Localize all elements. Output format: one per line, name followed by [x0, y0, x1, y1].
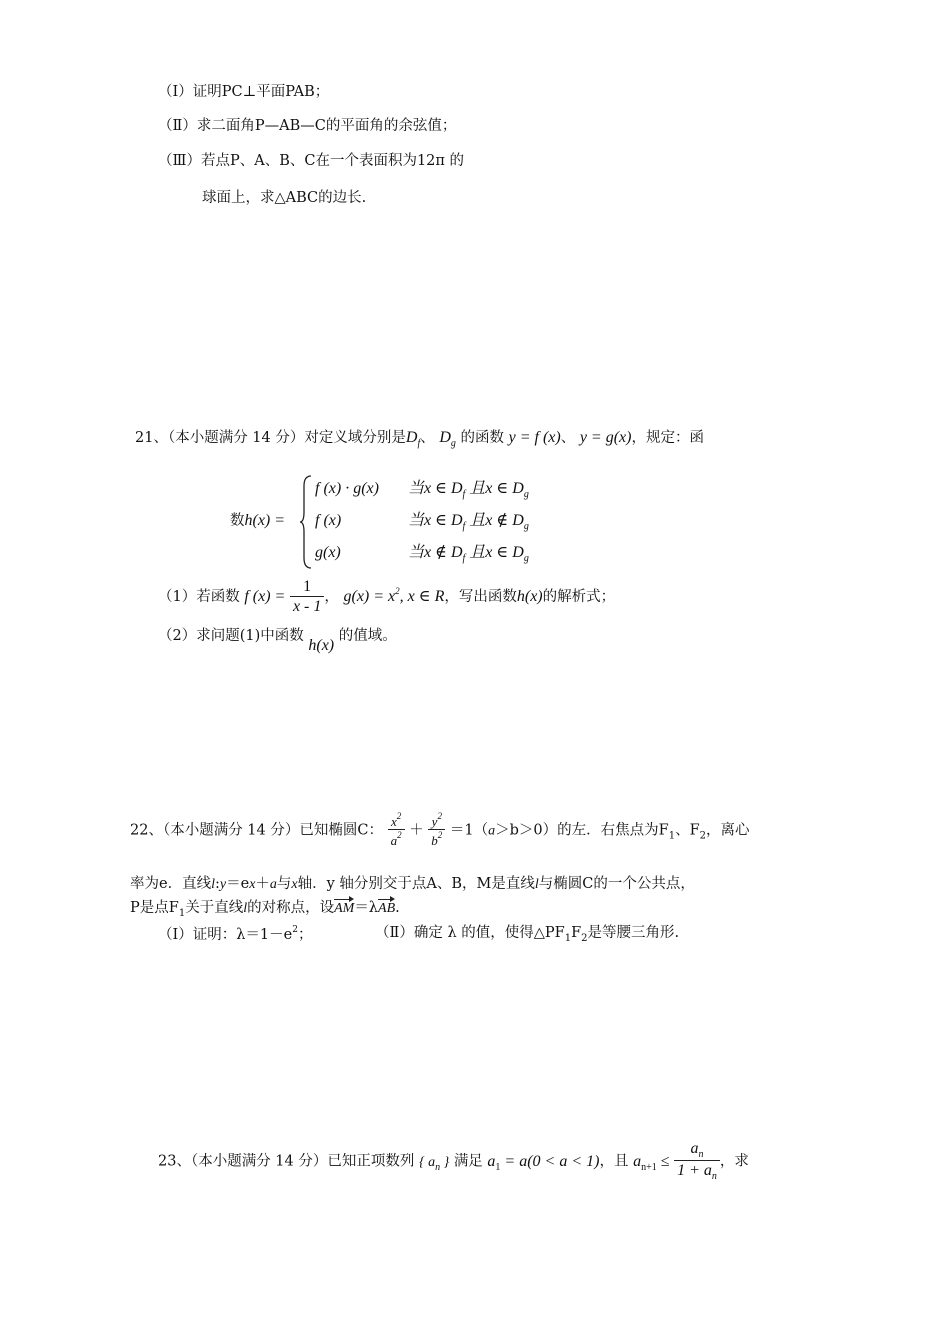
q22-fraction-x: $\frac{x^2}{a^2}$ — [388, 812, 405, 849]
q21-domain-g: $D_g$ — [439, 429, 456, 449]
q21-func-g: y = g(x) — [579, 429, 632, 446]
q22-intro-text-b: ＝1（ — [449, 822, 489, 839]
q21-case3-cond: 当x ∉ $D_f$ 且x ∈ $D_g$ — [408, 544, 529, 564]
q21-sep1: 、 — [420, 430, 435, 446]
q21-part1-denominator: x - 1 — [292, 597, 322, 615]
q22-part2: （Ⅱ）确定 λ 的值，使得$\triangle PF_1F_2$是等腰三角形. — [375, 925, 680, 944]
q22-line3: P是点$F_1$关于直线l的对称点，设AM＝λAB. — [130, 900, 400, 919]
q20-part3: （Ⅲ）若点P、A、B、C在一个表面积为12π 的 — [158, 153, 465, 169]
q21-hx-lhs: h(x) = — [244, 512, 286, 529]
q21-case1-expr: f (x) · g(x) — [315, 480, 379, 497]
q23-a1: $a_1 = a(0 < a < 1)$ — [487, 1152, 600, 1173]
q21-intro-text-a: 21、（本小题满分 14 分）对定义域分别是 — [135, 430, 406, 446]
q22-intro-text-a: 22、（本小题满分 14 分）已知椭圆C： — [130, 822, 383, 839]
q21-func-f: y = f (x) — [508, 429, 561, 446]
q21-part2-text-b: 的值域。 — [338, 628, 397, 644]
vector-am: AM — [334, 901, 355, 916]
q21-part1-text-a: （1）若函数 — [158, 588, 240, 605]
q20-part3-cont: 球面上，求△ABC的边长. — [202, 190, 367, 206]
q21-part1-g: $g(x) = x^2$, x ∈ R — [343, 585, 445, 605]
q23-intro: 23、（本小题满分 14 分）已知正项数列 { $a_n$ } 满足 $a_1 = a(0 < a < 1)$，且 $a_{n+1}$ ≤ $\frac{a_n}{1 + a_n}$ ，求 — [158, 1140, 749, 1182]
q20-part1: （Ⅰ）证明PC⊥平面PAB； — [158, 84, 330, 100]
q21-part1-f: f (x) = — [244, 587, 286, 605]
q23-sequence: { $a_n$ } — [418, 1154, 450, 1173]
piecewise-brace-icon — [299, 474, 313, 570]
q20-part2: （Ⅱ）求二面角P—AB—C的平面角的余弦值； — [158, 118, 457, 134]
q22-line2: 率为e．直线l:y＝ex＋a与x轴．y 轴分别交于点A、B，M是直线l与椭圆C的一个公共点， — [130, 876, 695, 892]
q21-part1 — [158, 578, 615, 616]
q21-case2-expr: f (x) — [315, 512, 342, 529]
q21-sep2: 、 — [560, 430, 576, 446]
vector-ab: AB — [378, 901, 396, 916]
q21-part1-h: h(x) — [516, 587, 543, 605]
q22-intro: 22、（本小题满分 14 分）已知椭圆C： $\frac{x^2}{a^2}$ ＋ $\frac{y^2}{b^2}$ ＝1（a＞b＞0）的左．右焦点为$F_1$、$F_2$，离心 — [130, 811, 750, 849]
q22-part1: （Ⅰ）证明：$\lambda=1-e^2$； — [158, 925, 313, 943]
q21-intro-text-b: 的函数 — [460, 430, 504, 446]
q22-plus: ＋ — [409, 822, 424, 839]
q21-intro-text-c: ，规定：函 — [631, 430, 704, 446]
q21-part1-numerator: 1 — [290, 578, 324, 597]
q21-intro — [135, 428, 704, 450]
q21-part2 — [158, 626, 397, 654]
q21-domain-f: $D_f$ — [405, 429, 421, 449]
q23-an1: $a_{n+1}$ ≤ — [633, 1152, 670, 1173]
q21-part2-h: h(x) — [308, 637, 335, 654]
q21-case3-expr: g(x) — [315, 544, 341, 561]
q21-part1-text-c: 的解析式； — [542, 588, 616, 605]
q23-fraction: $\frac{a_n}{1 + a_n}$ — [674, 1140, 720, 1183]
q21-part1-comma: ， — [324, 588, 339, 605]
q21-hx-label — [230, 511, 285, 530]
q21-case2-cond: 当x ∈ $D_f$ 且x ∉ $D_g$ — [408, 512, 529, 532]
q22-intro-text-c: ＞b＞0）的左．右焦点为F — [495, 822, 669, 839]
q21-hx-prefix: 数 — [230, 513, 245, 529]
q22-fraction-y: $\frac{y^2}{b^2}$ — [428, 812, 445, 849]
q21-part1-fraction — [290, 578, 324, 616]
q22-cond-a: a — [488, 823, 496, 839]
q21-case1-cond: 当x ∈ $D_f$ 且x ∈ $D_g$ — [408, 480, 529, 500]
q21-part1-text-b: ，写出函数 — [444, 588, 517, 605]
q21-part2-text-a: （2）求问题(1)中函数 — [158, 628, 304, 644]
